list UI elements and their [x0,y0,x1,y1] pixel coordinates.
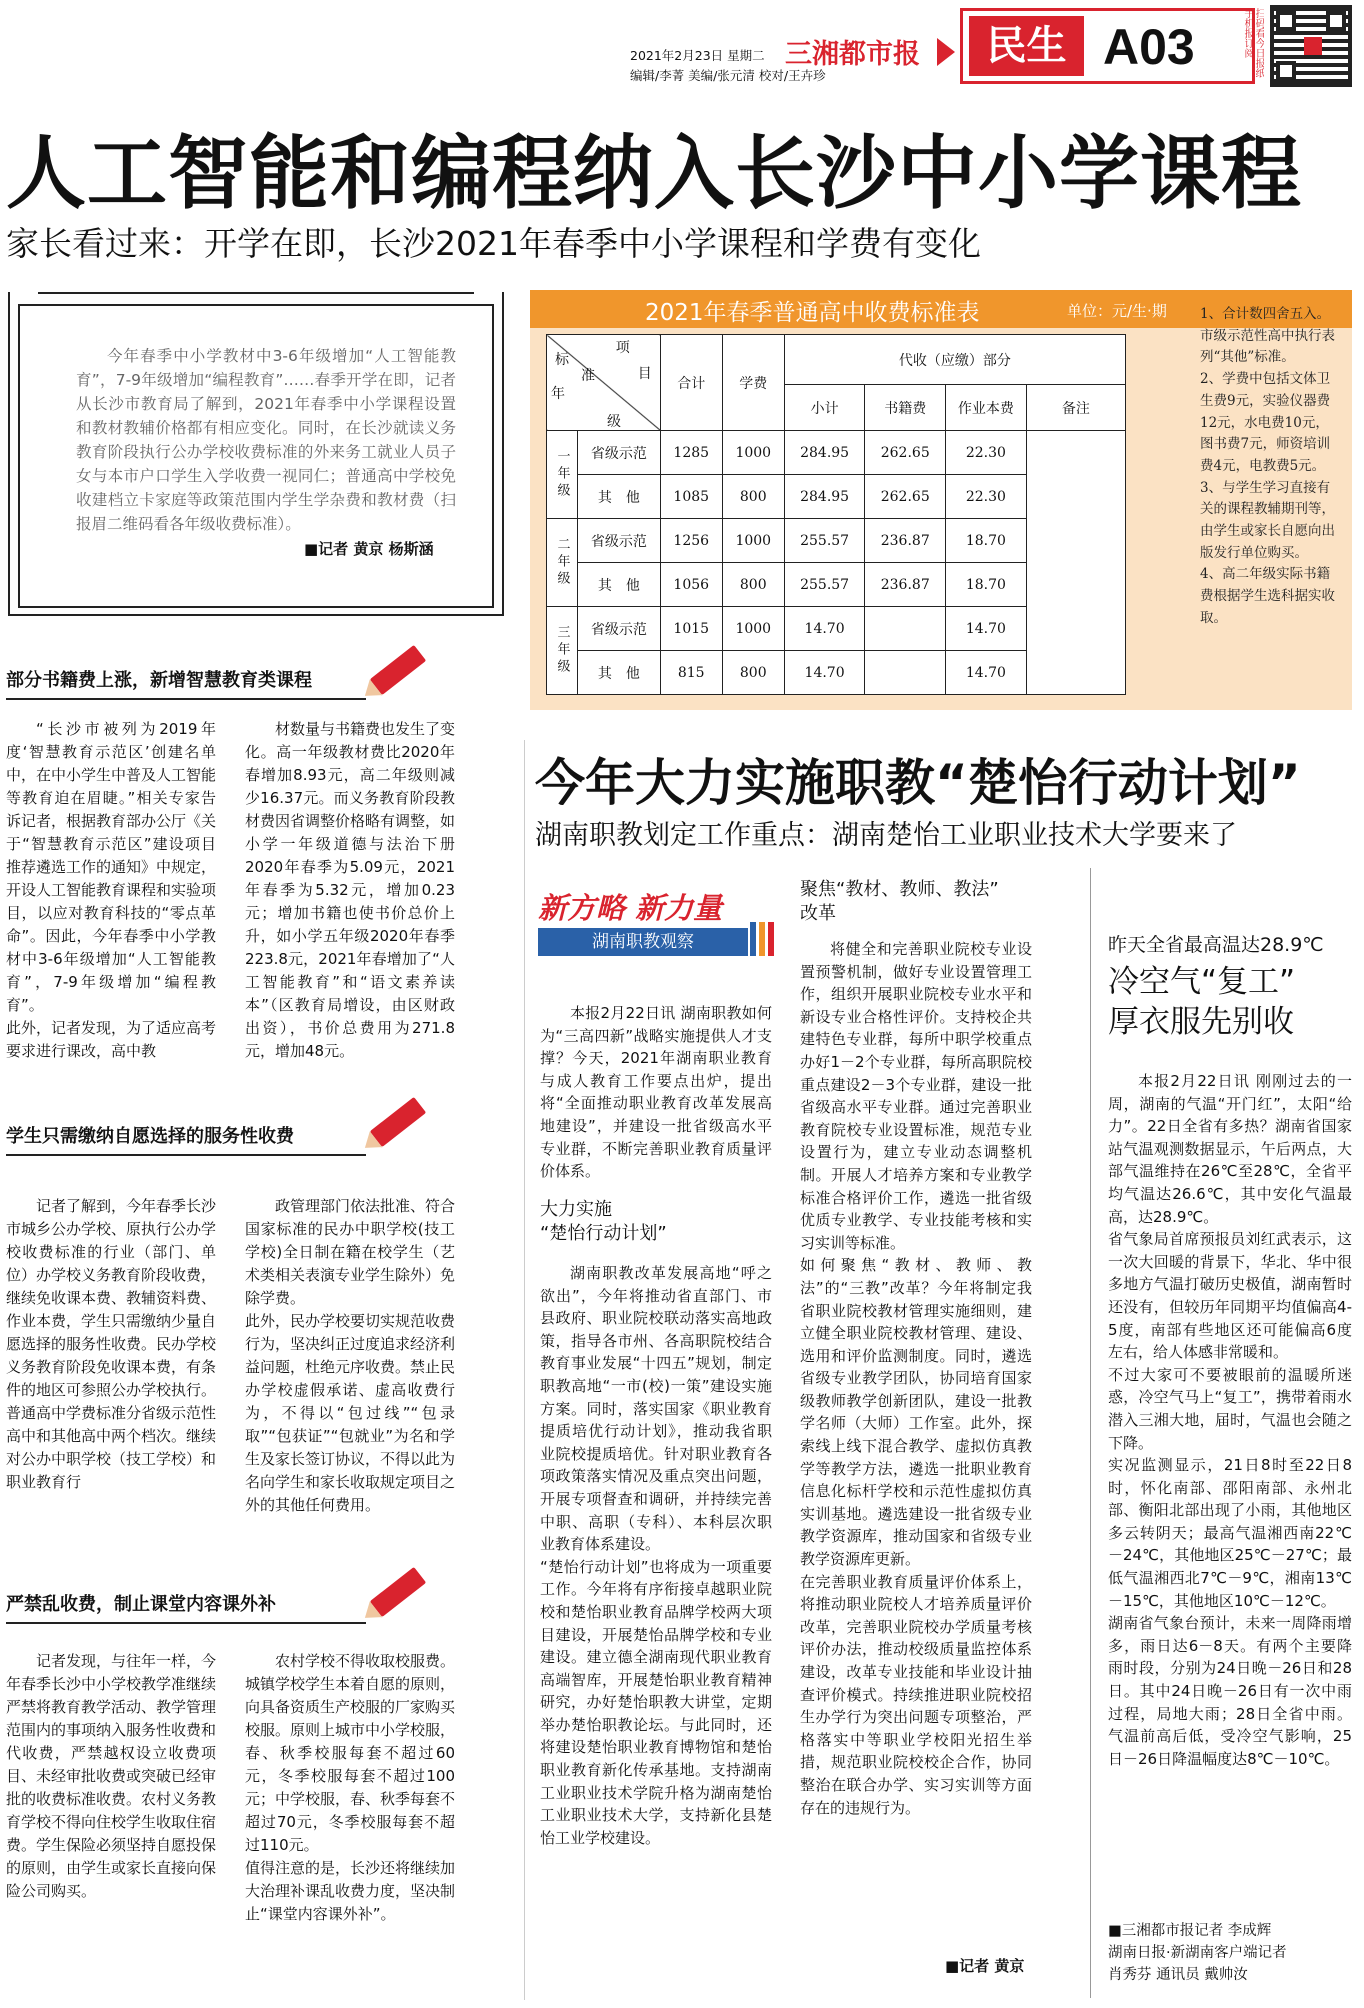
fee-table-unit: 单位：元/生·期 [1067,302,1167,320]
col-header-tuition: 学费 [722,335,784,431]
section-title-3: 严禁乱收费，制止课堂内容课外补 [6,1590,366,1624]
col-header-exercise: 作业本费 [946,385,1027,431]
qr-note: 扫码看今日报纸 手机报订阅 [1242,8,1264,78]
paper-logo: 三湘都市报 [785,39,920,70]
page-number: A03 [1103,19,1195,75]
qr-code [1270,5,1352,87]
column-divider [524,740,525,2000]
table-row: 其 他 815 800 14.70 14.70 [547,651,1126,695]
table-row: 其 他 1056 800 255.57 236.87 18.70 [547,563,1126,607]
section-title-1: 部分书籍费上涨，新增智慧教育类课程 [6,666,366,700]
section3-col1: 记者发现，与往年一样，今年春季长沙中小学校教学准继续严禁将教育教学活动、教学管理范围内的事项纳入服务性收费和代收费，严禁越权设立收费项目、未经审批收费或突破已经审批的收费标准收费。农村义务教育学校不得向住校学生收取住宿费。学生保险必须坚持自愿投保的原则，由学生或家长直接向保险公司购买。 [6,1652,216,1900]
col-header-book: 书籍费 [865,385,946,431]
lead-box [8,292,508,622]
col-header-total: 合计 [660,335,722,431]
divider-article3 [1090,868,1091,1998]
article2-col1-body: 湖南职教改革发展高地“呼之欲出”，今年将推动省直部门、市县政府、职业院校联动落实高地政策，指导各市州、各高职院校结合教育事业发展“十四五”规划，制定职教高地“一市(校)一策”建设实施方案。同时，落实国家《职业教育提质培优行动计划》，推动我省职业院校提质培优。针对职业教育各项政策落实情况及重点突出问题，开展专项督查和调研，并持续完善中职、高职（专科）、本科层次职业教育体系建设。 “楚怡行动计划”也将成为一项重要工作。今年将有序衔接卓越职业院校和楚怡职业教育品牌学校两大项目建设，开展楚怡品牌学校和专业建设。建立德全湖南现代职业教育高端智库，开展楚怡职业教育精神研究，办好楚怡职教大讲堂，定期举办楚怡职教论坛。与此同时，还将建设楚怡职业教育博物馆和楚怡职业教育新化传承基地。支持湖南工业职业技术学院升格为湖南楚怡工业职业技术大学，支持新化县楚怡工业学校建设。 [540,1264,772,1847]
fee-table [546,334,1126,695]
section1-col2: 材数量与书籍费也发生了变化。高一年级教材费比2020年春增加8.93元，高二年级则减少16.37元。而义务教育阶段教材费因省调整价格略有调整，如小学一年级道德与法治下册2020年春季为5.09元，2021年春季为5.32元，增加0.23元；增加书籍也使书价总价上升，如小学五年级2020年春季223.8元，2021年春增加了“人工智能教育”和“语文素养读本”（区教育局增设，由区财政出资），书价总费用为271.8元，增加48元。 [245,720,455,1060]
badge-subtitle: 湖南职教观察 [538,928,748,956]
table-corner-cell: 项 目 标 准 年 级 [547,335,661,431]
article2-byline: ■记者 黄京 [945,1957,1025,1975]
masthead-date: 2021年2月23日 星期二 [630,48,765,63]
section-title-2: 学生只需缴纳自愿选择的服务性收费 [6,1122,366,1156]
section-name: 民生 [969,16,1084,76]
table-row: 三年级 省级示范 1015 1000 14.70 14.70 [547,607,1126,651]
article3-kicker: 昨天全省最高温达28.9℃ [1108,934,1324,956]
pencil-icon [370,1097,426,1147]
subheadline: 家长看过来：开学在即，长沙2021年春季中小学课程和学费有变化 [6,224,981,263]
lead-text: 今年春季中小学教材中3-6年级增加“人工智能教育”，7-9年级增加“编程教育”……春季开学在即，记者从长沙市教育局了解到，2021年春季中小学课程设置和教材教辅价格都有相应变化。同时，在长沙就读义务教育阶段执行公办学校收费标准的外来务工就业人员子女与本市户口学生入学收费一视同仁；普通高中学校免收建档立卡家庭等政策范围内学生学杂费和教材费（扫报眉二维码看各年级收费标准）。 [76,347,456,533]
col-header-subtotal: 小计 [784,385,865,431]
table-row: 一年级 省级示范 1285 1000 284.95 262.65 22.30 [547,431,1126,475]
masthead-staff: 编辑/李菁 美编/张元清 校对/王卉珍 [630,68,826,83]
grade-cell: 三年级 [547,607,578,695]
section1-col1: “长沙市被列为2019年度‘智慧教育示范区’创建名单中，在中小学生中普及人工智能等教育迫在眉睫。”相关专家告诉记者，根据教育部办公厅《关于“智慧教育示范区”建设项目推荐遴选工作的通知》中规定，开设人工智能教育课程和实验项目，以应对教育科技的“零点革命”。因此，今年春季中小学教材中3-6年级增加“人工智能教育”，7-9年级增加“编程教育”。 此外，记者发现，为了适应高考要求进行课改，高中教 [6,720,216,1060]
article2-col2-body: 将健全和完善职业院校专业设置预警机制，做好专业设置管理工作，组织开展职业院校专业水平和新设专业合格性评价。支持校企共建特色专业群，每所中职学校重点办好1－2个专业群，每所高职院校重点建设2－3个专业群，建设一批省级高水平专业群。通过完善职业教育院校专业设置标准，规范专业设置行为，建立专业动态调整机制。开展人才培养方案和专业教学标准合格评价工作，遴选一批省级优质专业教学、专业技能考核和实习实训等标准。 如何聚焦“教材、教师、教法”的“三教”改革？今年将制定我省职业院校教材管理实施细则，建立健全职业院校教材管理、建设、选用和评价监测制度。同时，遴选省级专业教学团队，协同培育国家级教师教学创新团队，建设一批教学名师（大师）工作室。此外，探索线上线下混合教学、虚拟仿真教学等教学方法，遴选一批职业教育信息化标杆学校和示范性虚拟仿真实训基地。遴选建设一批省级专业教学资源库，推动国家和省级专业教学资源库更新。 在完善职业教育质量评价体系上，将推动职业院校人才培养质量评价改革，完善职业院校办学质量考核评价办法，推动校级质量监控体系建设，改革专业技能和毕业设计抽查评价模式。持续推进职业院校招生办学行为突出问题专项整治，严格落实中等职业学校阳光招生举措，规范职业院校校企合作，协同整治在联合办学、实习实训等方面存在的违规行为。 [800,940,1032,1817]
fee-table-box [530,290,1352,710]
article2-subtitle-1: 大力实施 “楚怡行动计划” [540,1199,667,1244]
fee-table-notes: 1、合计数四舍五入。市级示范性高中执行表列“其他”标准。 2、学费中包括文体卫生费9元，实验仪器费12元，水电费10元，图书费7元，师资培训费4元，电教费5元。 3、与学生学习直接有关的课程教辅期刊等，由学生或家长自愿向出版发行单位购买。 4、高二年级实际书籍费根据学生选科据实收取。 [1200,306,1335,626]
column-badge [538,886,778,966]
section2-col1: 记者了解到，今年春季长沙市城乡公办学校、原执行公办学校收费标准的行业（部门、单位）办学校义务教育阶段收费，继续免收课本费、教辅资料费、作业本费，学生只需缴纳少量自愿选择的服务性收费。民办学校义务教育阶段免收课本费，有条件的地区可参照公办学校执行。 普通高中学费标准分省级示范性高中和其他高中两个档次。继续对公办中职学校（技工学校）和职业教育行 [6,1197,216,1491]
section3-col2: 农村学校不得收取校服费。城镇学校学生本着自愿的原则，向具备资质生产校服的厂家购买校服。原则上城市中小学校服，春、秋季校服每套不超过60元，冬季校服每套不超过100元；中学校服，春、秋季每套不超过70元，冬季校服每套不超过110元。 值得注意的是，长沙还将继续加大治理补课乱收费力度，坚决制止“课堂内容课外补”。 [245,1652,455,1923]
chart-icon [750,922,774,956]
article2-col1-lead: 本报2月22日讯 湖南职教如何为“三高四新”战略实施提供人才支撑？今天，2021年湖南职业教育与成人教育工作要点出炉，提出将“全面推动职业教育改革发展高地建设”，并建设一批省级高水平专业群，不断完善职业教育质量评价体系。 [540,1004,772,1181]
grade-cell: 二年级 [547,519,578,607]
logo-arrow [937,38,955,66]
lead-byline: ■记者 黄京 杨斯涵 [304,540,434,558]
fee-table-title: 2021年春季普通高中收费标准表 [645,300,980,326]
headline-3: 冷空气“复工” 厚衣服先别收 [1108,964,1296,1040]
col-header-remark: 备注 [1026,385,1125,431]
section-box [960,8,1255,84]
article3-byline: ■三湘都市报记者 李成辉 湖南日报·新湖南客户端记者 肖秀芬 通讯员 戴帅汝 [1108,1923,1287,1983]
grade-cell: 一年级 [547,431,578,519]
pencil-icon [370,1567,426,1617]
pencil-icon [370,645,426,695]
subheadline-2: 湖南职教划定工作重点：湖南楚怡工业职业技术大学要来了 [535,820,1237,851]
col-header-agency: 代收（应缴）部分 [784,335,1125,385]
badge-title: 新方略 新力量 [538,891,723,925]
article3-body: 本报2月22日讯 刚刚过去的一周，湖南的气温“开门红”，太阳“给力”。22日全省有多热？湖南省国家站气温观测数据显示，午后两点，大部气温维持在26℃至28℃，全省平均气温达26.6℃，其中安化气温最高，达28.9℃。 省气象局首席预报员刘红武表示，这一次大回暖的背景下，华北、华中很多地方气温打破历史极值，湖南暂时还没有，但较历年同期平均值偏高4-5度，南部有些地区还可能偏高6度左右，给人体感非常暖和。 不过大家可不要被眼前的温暖所迷惑，冷空气马上“复工”，携带着雨水潜入三湘大地，届时，气温也会随之下降。 实况监测显示，21日8时至22日8时，怀化南部、邵阳南部、永州北部、衡阳北部出现了小雨，其他地区多云转阴天；最高气温湘西南22℃－24℃，其他地区25℃－27℃；最低气温湘西北7℃－9℃，湘南13℃－15℃，其他地区10℃－12℃。 湖南省气象台预计，未来一周降雨增多，雨日达6－8天。有两个主要降雨时段，分别为24日晚－26日和28日。其中24日晚－26日有一次中雨过程，局地大雨；28日全省中雨。气温前高后低，受冷空气影响，25日－26日降温幅度达8℃－10℃。 [1108,1072,1352,1768]
table-row: 其 他 1085 800 284.95 262.65 22.30 [547,475,1126,519]
article2-subtitle-2: 聚焦“教材、教师、教法” 改革 [800,879,999,924]
remark-cell [1026,431,1125,695]
headline: 人工智能和编程纳入长沙中小学课程 [6,127,1302,220]
section2-col2: 政管理部门依法批准、符合国家标准的民办中职学校(技工学校)全日制在籍在校学生（艺术类相关表演专业学生除外）免除学费。 此外，民办学校要切实规范收费行为，坚决纠正过度追求经济利益问题，杜绝元序收费。禁止民办学校虚假承诺、虚高收费行为，不得以“包过线”“包录取”“包获证”“包就业”为名和学生及家长签订协议，不得以此为名向学生和家长收取规定项目之外的其他任何费用。 [245,1197,455,1514]
table-row: 二年级 省级示范 1256 1000 255.57 236.87 18.70 [547,519,1126,563]
headline-2: 今年大力实施职教“楚怡行动计划” [535,754,1301,812]
